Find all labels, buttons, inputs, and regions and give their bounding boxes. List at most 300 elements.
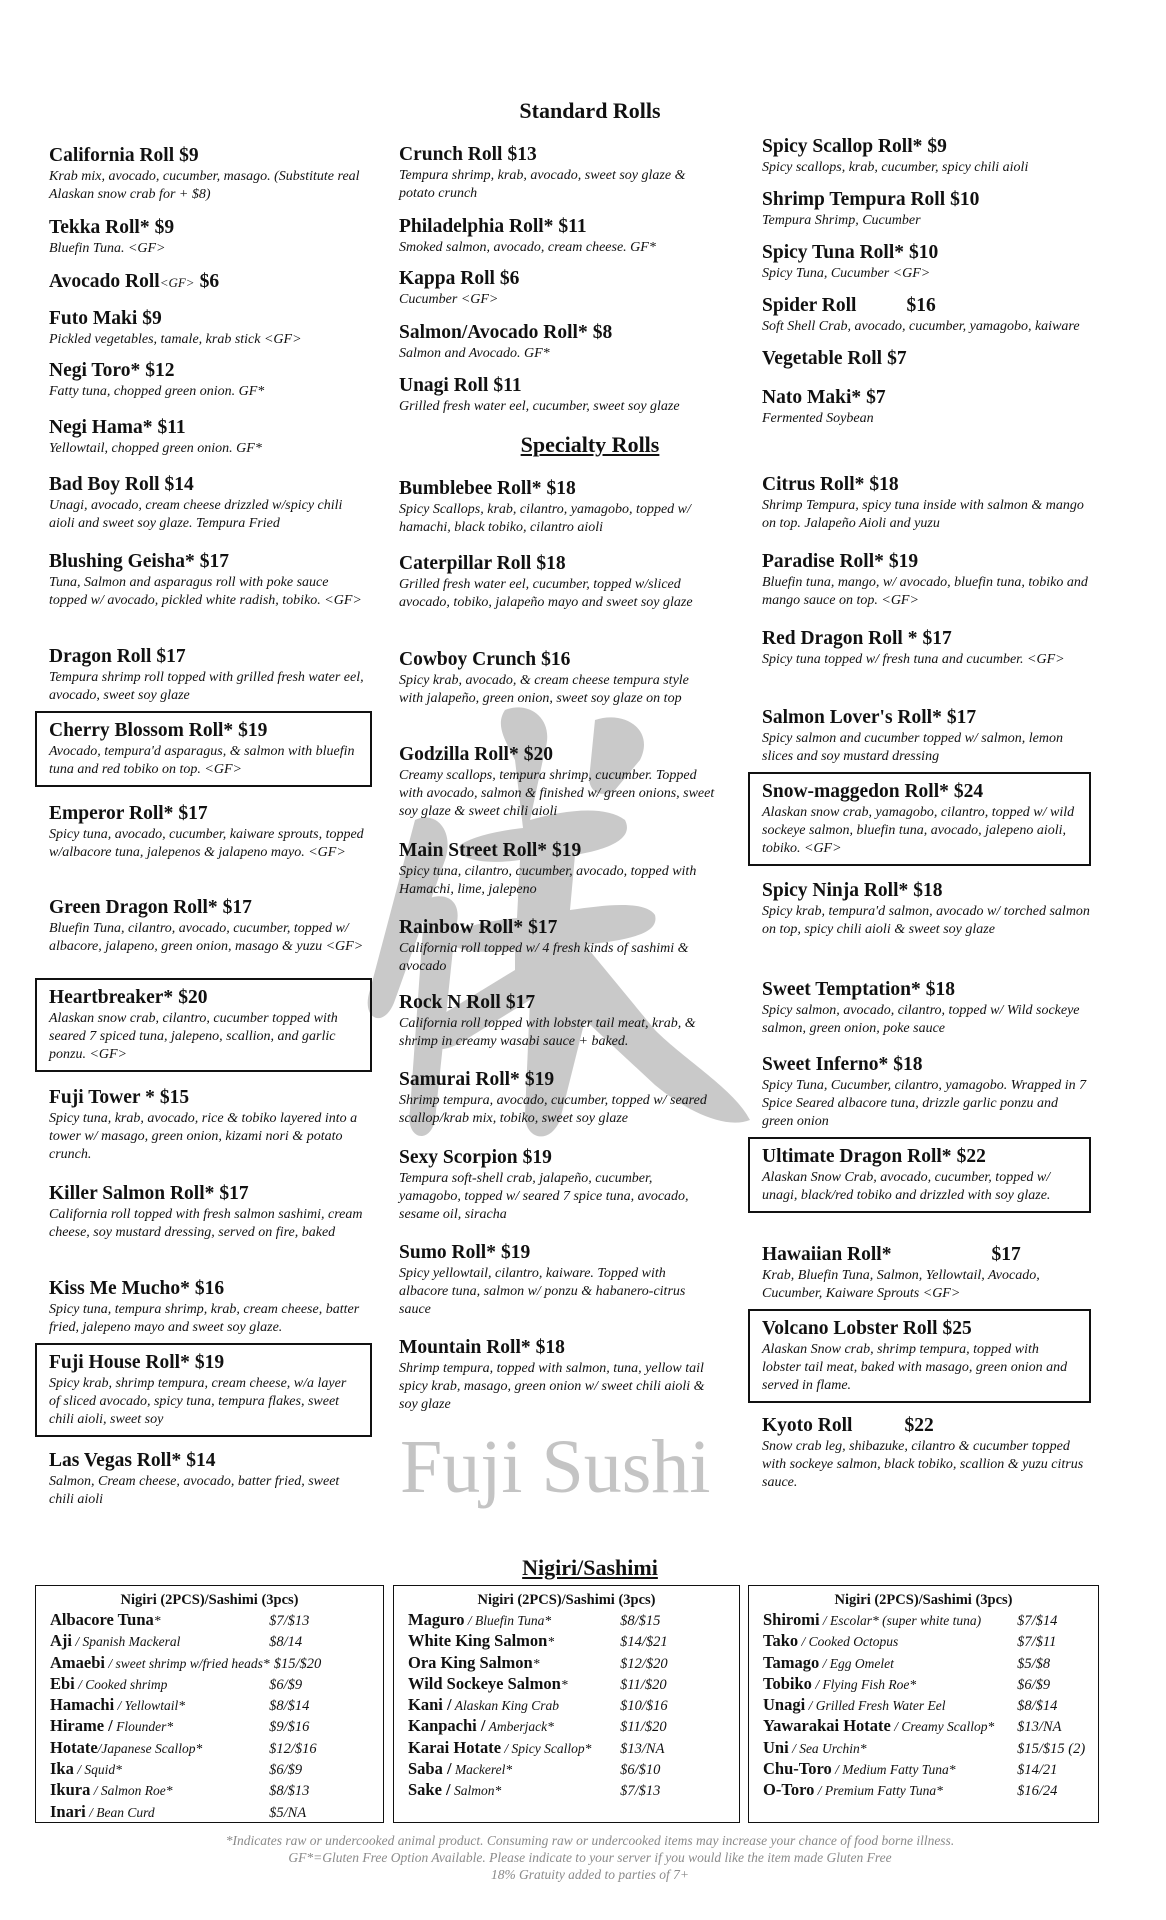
fish-description: / Medium Fatty Tuna* — [831, 1762, 956, 1778]
fish-name: Hotate — [50, 1737, 98, 1757]
item-description: Spicy krab, tempura'd salmon, avocado w/ torched salmon on top, spicy chili aioli & sweet soy glaze — [762, 904, 1090, 937]
item-name-line — [49, 802, 365, 826]
fish-name: Karai Hotate — [408, 1737, 502, 1757]
item-price: $19 — [194, 1352, 225, 1373]
standard-rolls-heading: Standard Rolls — [519, 98, 661, 123]
fish-description: / Bean Curd — [85, 1804, 155, 1820]
item-description: Spicy tuna, cilantro, cucumber, avocado, topped with Hamachi, lime, jalepeno — [399, 864, 697, 897]
item-name-line — [762, 1053, 1092, 1077]
nigiri-box-2 — [393, 1585, 740, 1823]
menu-item — [49, 473, 365, 533]
item-price: $17 — [505, 992, 536, 1013]
fish-description: / Salmon Roe* — [90, 1783, 173, 1799]
item-name: Sexy Scorpion — [399, 1147, 518, 1168]
item-name-line — [49, 307, 365, 331]
fish-name: Albacore Tuna — [50, 1610, 154, 1629]
nigiri-row — [408, 1674, 739, 1695]
menu-item — [399, 916, 715, 976]
item-price: $18 — [893, 1054, 923, 1075]
fish-description: / Creamy Scallop* — [890, 1719, 995, 1735]
item-name: Ultimate Dragon Roll* — [762, 1146, 952, 1167]
item-name-line — [399, 991, 715, 1015]
nigiri-row — [763, 1610, 1098, 1631]
fish-description: Mackerel* — [451, 1762, 513, 1778]
fish-description: / Escolar* (super white tuna) — [819, 1613, 982, 1628]
item-description: Spicy tuna, avocado, cucumber, kaiware sprouts, topped w/albacore tuna, jalepenos & jalapeno mayo. <GF> — [49, 827, 364, 860]
fish-description: * — [153, 1613, 161, 1628]
fish-description: Salmon* — [450, 1783, 502, 1799]
menu-item — [762, 294, 1092, 336]
nigiri-row — [50, 1716, 383, 1737]
item-name-line — [399, 552, 715, 576]
nigiri-row — [50, 1759, 383, 1780]
item-name-line — [399, 648, 715, 672]
item-description: Tempura soft-shell crab, jalapeño, cucumber, yamagobo, topped w/ seared 7 spice tuna, avocado, sesame oil, siracha — [399, 1171, 689, 1222]
item-price: $19 — [238, 720, 268, 741]
item-description: Tuna, Salmon and asparagus roll with poke sauce topped w/ avocado, pickled white radish, tobiko. <GF> — [49, 575, 362, 608]
raw-food-disclaimer: *Indicates raw or undercooked animal product. Consuming raw or undercooked items may increase your chance of food borne illness. — [225, 1833, 955, 1848]
fish-price: $13/NA — [1017, 1719, 1062, 1736]
item-price: $17 — [156, 646, 186, 667]
item-name: Dragon Roll — [49, 646, 152, 667]
item-price: $17 — [991, 1244, 1021, 1265]
item-price: $15 — [159, 1087, 190, 1108]
item-description: Grilled fresh water eel, cucumber, topped w/sliced avocado, tobiko, jalapeño mayo and sweet soy glaze — [399, 577, 693, 610]
fish-price: $14/$21 — [620, 1634, 668, 1651]
item-price: $6 — [199, 271, 220, 292]
item-name: Negi Toro* — [49, 360, 141, 381]
fish-name: Ebi — [50, 1673, 75, 1693]
fish-description: / Bluefin Tuna* — [464, 1613, 552, 1628]
item-description: Spicy yellowtail, cilantro, kaiware. Topped with albacore tuna, salmon w/ ponzu & habanero-citrus sauce — [399, 1266, 686, 1317]
fish-name: Sake / — [408, 1780, 451, 1800]
item-name-line — [762, 294, 1092, 318]
item-description: Bluefin tuna, mango, w/ avocado, bluefin tuna, tobiko and mango sauce on top. <GF> — [762, 575, 1088, 608]
fish-name: Unagi — [763, 1695, 806, 1715]
item-name: Vegetable Roll — [762, 348, 883, 369]
nigiri-box-header: Nigiri (2PCS)/Sashimi (3pcs) — [120, 1592, 299, 1608]
item-description: Krab, Bluefin Tuna, Salmon, Yellowtail, Avocado, Cucumber, Kaiware Sprouts <GF> — [762, 1268, 1040, 1301]
fish-price: $15/$15 (2) — [1017, 1740, 1086, 1757]
menu-item — [49, 270, 365, 295]
item-price: $6 — [499, 268, 520, 289]
item-name: Cherry Blossom Roll* — [49, 720, 234, 741]
item-price: $18 — [925, 979, 955, 1000]
item-name-line — [762, 780, 1077, 804]
item-name-line — [399, 1336, 715, 1360]
item-description: Spicy tuna, krab, avocado, rice & tobiko layered into a tower w/ masago, green onion, kizami nori & potato crunch. — [49, 1111, 358, 1162]
fish-price: $11/$20 — [620, 1676, 667, 1693]
fish-name: Ora King Salmon — [408, 1652, 533, 1672]
item-name: Citrus Roll* — [762, 474, 865, 495]
item-name-line — [49, 270, 365, 295]
nigiri-row — [50, 1780, 383, 1801]
item-description: Fatty tuna, chopped green onion. GF* — [49, 384, 265, 399]
menu-item — [399, 267, 715, 309]
item-price: $9 — [927, 136, 947, 157]
item-name: Caterpillar Roll — [399, 553, 532, 574]
fish-name: Ikura — [50, 1780, 91, 1800]
menu-item — [49, 359, 365, 401]
menu-item — [49, 1449, 365, 1509]
item-name-line — [399, 916, 715, 940]
menu-item — [49, 550, 365, 610]
item-description: Spicy krab, shrimp tempura, cream cheese, w/a layer of sliced avocado, spicy tuna, tempura flakes, sweet chili aioli, sweet soy — [49, 1376, 347, 1427]
item-description: Tempura shrimp, krab, avocado, sweet soy glaze & potato crunch — [399, 168, 686, 201]
nigiri-row — [408, 1653, 739, 1674]
fish-name: O-Toro — [763, 1780, 815, 1800]
item-name: Spider Roll — [762, 295, 857, 316]
item-price: $24 — [953, 781, 984, 802]
menu-item — [748, 772, 1091, 866]
item-price: $8 — [592, 322, 613, 343]
fish-price: $7/$13 — [269, 1613, 310, 1629]
fish-description: / sweet shrimp w/fried heads* — [105, 1655, 270, 1671]
menu-item — [399, 1068, 715, 1128]
item-description: Alaskan snow crab, cilantro, cucumber topped with seared 7 spiced tuna, jalepeno, scallion, and garlic ponzu. <GF> — [49, 1011, 338, 1062]
item-price: $9 — [142, 308, 162, 329]
fish-name: Aji — [50, 1631, 72, 1651]
fish-price: $8/$13 — [269, 1783, 310, 1800]
item-description: Bluefin Tuna. <GF> — [49, 241, 166, 256]
item-name: Rock N Roll — [399, 992, 501, 1013]
fish-description: / Spanish Mackeral — [72, 1634, 181, 1650]
fish-name: Uni — [763, 1737, 789, 1757]
nigiri-row — [763, 1631, 1098, 1652]
item-name: Volcano Lobster Roll — [762, 1318, 938, 1339]
item-name-line — [762, 241, 1092, 265]
item-price: $17 — [528, 917, 558, 938]
fish-price: $6/$9 — [269, 1762, 303, 1779]
nigiri-row — [763, 1780, 1098, 1801]
item-description: Spicy salmon and cucumber topped w/ salmon, lemon slices and soy mustard dressing — [762, 731, 1063, 764]
item-name-line — [762, 978, 1092, 1002]
nigiri-row — [408, 1759, 739, 1780]
item-price: $19 — [522, 1147, 552, 1168]
fish-description: / Squid* — [73, 1762, 122, 1778]
menu-item — [399, 1336, 715, 1414]
menu-item — [49, 216, 365, 258]
menu-item — [399, 991, 715, 1051]
item-name: Fuji Tower * — [49, 1087, 155, 1108]
item-price: $22 — [956, 1146, 986, 1167]
item-name-line — [49, 416, 365, 440]
item-name-line — [762, 386, 1092, 410]
nigiri-row — [50, 1674, 383, 1695]
item-name-line — [49, 1182, 365, 1206]
item-price: $16 — [541, 649, 571, 670]
fish-name: Ika — [50, 1759, 74, 1779]
item-price: $25 — [942, 1318, 972, 1339]
nigiri-row — [50, 1610, 383, 1631]
gluten-free-note: GF*=Gluten Free Option Available. Please indicate to your server if you would like the item made Gluten Free — [288, 1850, 892, 1865]
item-description: Grilled fresh water eel, cucumber, sweet soy glaze — [399, 399, 680, 414]
item-description: Alaskan Snow Crab, avocado, cucumber, topped w/ unagi, black/red tobiko and drizzled with soy glaze. — [762, 1170, 1051, 1203]
nigiri-row — [408, 1631, 739, 1652]
nigiri-box-1 — [35, 1585, 384, 1823]
nigiri-row — [50, 1738, 383, 1759]
item-name-line — [49, 719, 358, 743]
item-name: Salmon/Avocado Roll* — [399, 322, 588, 343]
item-price: $7 — [887, 348, 907, 369]
nigiri-row — [50, 1631, 383, 1652]
fish-description: * — [547, 1634, 555, 1650]
fish-description: / Cooked Octopus — [798, 1634, 899, 1650]
menu-item — [762, 347, 1092, 371]
fish-price: $6/$9 — [1017, 1676, 1051, 1693]
item-price: $20 — [523, 744, 553, 765]
item-name: Salmon Lover's Roll* — [762, 707, 942, 728]
fish-name: Tako — [763, 1631, 799, 1651]
item-name: Mountain Roll* — [399, 1337, 531, 1358]
menu-item — [399, 648, 715, 708]
fish-price: $6/$10 — [620, 1762, 661, 1779]
item-price: $16 — [194, 1278, 225, 1299]
item-name-line — [49, 896, 365, 920]
menu-item — [399, 839, 715, 899]
menu-item — [49, 802, 365, 862]
fish-description: / Flying Fish Roe* — [811, 1676, 917, 1692]
menu-item — [399, 143, 715, 203]
item-name: Cowboy Crunch — [399, 649, 537, 670]
item-name: Snow-maggedon Roll* — [762, 781, 949, 802]
fish-price: $7/$11 — [1017, 1634, 1057, 1651]
item-name: Tekka Roll* — [49, 217, 150, 238]
fish-description: Flounder* — [112, 1719, 174, 1735]
item-name: Godzilla Roll* — [399, 744, 519, 765]
fish-name: Tamago — [763, 1652, 820, 1672]
item-name-line — [49, 550, 365, 574]
fish-description: / Yellowtail* — [114, 1698, 185, 1714]
fish-name: Hirame / — [50, 1716, 113, 1736]
item-description: Spicy Tuna, Cucumber <GF> — [762, 266, 931, 281]
item-price: $22 — [904, 1415, 934, 1436]
item-name: Spicy Ninja Roll* — [762, 880, 909, 901]
fish-price: $6/$9 — [269, 1676, 303, 1693]
item-price: $17 — [199, 551, 230, 572]
fish-description: * — [560, 1676, 568, 1692]
item-name: Rainbow Roll* — [399, 917, 524, 938]
item-price: $17 — [946, 707, 977, 728]
item-name-line — [49, 1351, 358, 1375]
item-name-line — [49, 1086, 365, 1110]
item-price: $19 — [888, 551, 919, 572]
fish-name: Tobiko — [763, 1673, 812, 1693]
item-name: Killer Salmon Roll* — [49, 1183, 215, 1204]
item-name: Bumblebee Roll* — [399, 478, 542, 499]
fish-description: / Grilled Fresh Water Eel — [805, 1698, 946, 1714]
item-description: Shrimp tempura, topped with salmon, tuna, yellow tail spicy krab, masago, green onion w/ sweet chili aioli & soy glaze — [399, 1361, 705, 1412]
menu-item — [35, 978, 372, 1072]
item-description: Snow crab leg, shibazuke, cilantro & cucumber topped with sockeye salmon, black tobiko, scallion & yuzu citrus sauce. — [762, 1439, 1084, 1490]
item-name: Sumo Roll* — [399, 1242, 496, 1263]
item-description: Spicy Scallops, krab, cilantro, yamagobo, topped w/ hamachi, black tobiko, cilantro aioli — [399, 502, 691, 535]
fish-description: / Cooked shrimp — [74, 1676, 168, 1692]
menu-item — [399, 477, 715, 537]
menu-item — [762, 241, 1092, 283]
nigiri-sashimi-heading: Nigiri/Sashimi — [522, 1555, 658, 1580]
item-price: $18 — [913, 880, 943, 901]
fish-name: Kani / — [408, 1695, 452, 1715]
nigiri-row — [408, 1695, 739, 1716]
item-description: Fermented Soybean — [762, 411, 874, 426]
item-name-line — [399, 743, 715, 767]
fish-price: $8/$14 — [269, 1698, 310, 1715]
item-price: $11 — [157, 417, 186, 438]
item-description: Smoked salmon, avocado, cream cheese. GF* — [399, 240, 656, 255]
fish-price: $16/24 — [1017, 1783, 1058, 1800]
nigiri-box-header: Nigiri (2PCS)/Sashimi (3pcs) — [834, 1592, 1013, 1608]
item-name: Futo Maki — [49, 308, 138, 329]
fish-description: / Spicy Scallop* — [501, 1740, 592, 1756]
item-name-line — [762, 879, 1092, 903]
item-name-line — [49, 645, 365, 669]
item-price: $19 — [524, 1069, 555, 1090]
item-description: Spicy tuna, tempura shrimp, krab, cream cheese, batter fried, jalepeno mayo and sweet soy glaze. — [49, 1302, 360, 1335]
fish-description: Amberjack* — [485, 1719, 554, 1735]
item-name-line — [49, 986, 358, 1010]
item-name: Samurai Roll* — [399, 1069, 520, 1090]
fish-description: * — [532, 1655, 540, 1671]
fish-description: / Egg Omelet — [819, 1655, 894, 1671]
item-description: Krab mix, avocado, cucumber, masago. (Substitute real Alaskan snow crab for + $8) — [49, 169, 360, 202]
menu-item — [762, 627, 1092, 669]
item-price: $18 — [536, 553, 566, 574]
item-name-line — [399, 477, 715, 501]
fish-price: $11/$20 — [620, 1719, 667, 1736]
fish-price: $10/$16 — [620, 1698, 668, 1715]
menu-item — [399, 552, 715, 612]
menu-item — [762, 188, 1092, 230]
item-name-line — [399, 1146, 715, 1170]
item-price: $9 — [179, 145, 199, 166]
item-name: Kyoto Roll — [762, 1415, 853, 1436]
item-name-line — [762, 1145, 1077, 1169]
item-name: Green Dragon Roll* — [49, 897, 218, 918]
item-price: $20 — [178, 987, 208, 1008]
item-description: Spicy salmon, avocado, cilantro, topped w/ Wild sockeye salmon, green onion, poke sauce — [762, 1003, 1080, 1036]
item-description: Unagi, avocado, cream cheese drizzled w/spicy chili aioli and sweet soy glaze. Tempura Fried — [49, 498, 343, 531]
item-description: California roll topped with fresh salmon sashimi, cream cheese, soy mustard dressing, served on fire, baked — [49, 1207, 363, 1240]
item-name: Hawaiian Roll* — [762, 1244, 892, 1265]
item-name: Nato Maki* — [762, 387, 862, 408]
menu-item — [399, 321, 715, 363]
fish-name: Inari — [50, 1801, 86, 1821]
fish-price: $7/$13 — [620, 1783, 661, 1800]
item-description: Tempura shrimp roll topped with grilled fresh water eel, avocado, sweet soy glaze — [49, 670, 364, 703]
fish-name: Amaebi — [50, 1652, 105, 1672]
fish-name: Kanpachi / — [408, 1716, 486, 1736]
menu-item — [399, 743, 715, 821]
fish-description: /Japanese Scallop* — [97, 1740, 203, 1756]
fish-name: Wild Sockeye Salmon — [408, 1673, 561, 1693]
nigiri-row — [763, 1738, 1098, 1759]
item-price: $18 — [535, 1337, 565, 1358]
item-name-line — [762, 550, 1092, 574]
item-price: $17 — [922, 628, 952, 649]
item-name-line — [762, 1243, 1092, 1267]
item-price: $13 — [507, 144, 537, 165]
nigiri-row — [763, 1695, 1098, 1716]
item-name-line — [762, 627, 1092, 651]
item-name-line — [399, 143, 715, 167]
item-price: $12 — [145, 360, 175, 381]
menu-item — [762, 1414, 1092, 1492]
menu-item — [399, 215, 715, 257]
item-description: Tempura Shrimp, Cucumber — [762, 213, 921, 228]
item-description: California roll topped with lobster tail meat, krab, & shrimp in creamy wasabi sauce + baked. — [399, 1016, 696, 1049]
item-name: Crunch Roll — [399, 144, 503, 165]
item-description: Alaskan snow crab, yamagobo, cilantro, topped w/ wild sockeye salmon, bluefin tuna, avocado, jalepeno aioli, tobiko. <GF> — [762, 805, 1075, 856]
menu-item — [762, 473, 1092, 533]
item-name-line — [762, 706, 1092, 730]
menu-item — [762, 978, 1092, 1038]
item-description: Salmon, Cream cheese, avocado, batter fried, sweet chili aioli — [49, 1474, 340, 1507]
item-price: $17 — [219, 1183, 249, 1204]
item-price: $18 — [546, 478, 576, 499]
menu-item — [49, 896, 365, 956]
item-name: Emperor Roll* — [49, 803, 174, 824]
item-name-line — [49, 1449, 365, 1473]
specialty-rolls-heading: Specialty Rolls — [520, 432, 660, 457]
menu-item — [762, 550, 1092, 610]
menu-item — [35, 711, 372, 787]
fish-price: $12/$20 — [620, 1655, 668, 1672]
nigiri-row — [408, 1610, 739, 1631]
item-name: Las Vegas Roll* — [49, 1450, 182, 1471]
nigiri-row — [408, 1780, 739, 1801]
nigiri-row — [408, 1738, 739, 1759]
fish-name: Hamachi — [50, 1695, 115, 1715]
fish-name: White King Salmon — [408, 1631, 548, 1651]
item-description: Spicy Tuna, Cucumber, cilantro, yamagobo. Wrapped in 7 Spice Seared albacore tuna, drizzle garlic ponzu and green onion — [762, 1078, 1087, 1129]
fish-price: $15/$20 — [273, 1655, 322, 1672]
item-name-line — [399, 215, 715, 239]
item-price: $19 — [500, 1242, 531, 1263]
menu-item — [762, 879, 1092, 939]
fish-price: $5/$8 — [1017, 1655, 1051, 1672]
nigiri-row — [763, 1716, 1098, 1737]
item-description: Shrimp tempura, avocado, cucumber, topped w/ seared scallop/krab mix, tobiko, sweet soy glaze — [399, 1093, 707, 1126]
fish-description: / Sea Urchin* — [788, 1740, 867, 1756]
nigiri-box-3 — [748, 1585, 1099, 1823]
item-name-line — [49, 1277, 365, 1301]
item-name-line — [49, 359, 365, 383]
fish-name: Saba / — [408, 1759, 452, 1779]
fish-name: Yawarakai Hotate — [763, 1716, 891, 1736]
nigiri-row — [50, 1653, 383, 1674]
item-name: Avocado Roll — [49, 271, 160, 292]
item-name: Blushing Geisha* — [49, 551, 195, 572]
item-name-line — [762, 188, 1092, 212]
item-name: Fuji House Roll* — [49, 1352, 190, 1373]
menu-item — [762, 386, 1092, 428]
item-description: Spicy krab, avocado, & cream cheese tempura style with jalapeño, green onion, sweet soy glaze on top — [399, 673, 689, 706]
fish-price: $8/14 — [269, 1634, 303, 1651]
item-price: $9 — [154, 217, 175, 238]
item-description: Creamy scallops, tempura shrimp, cucumber. Topped with avocado, salmon & finished w/ green onions, sweet soy glaze & sweet chili aioli — [399, 768, 715, 819]
item-name: Sweet Temptation* — [762, 979, 921, 1000]
footer-notes — [0, 1832, 1166, 1883]
item-price: $19 — [552, 840, 582, 861]
item-price: $17 — [222, 897, 252, 918]
menu-item — [762, 1053, 1092, 1131]
item-name-line — [49, 473, 365, 497]
item-name-line — [399, 839, 715, 863]
item-price: $10 — [908, 242, 939, 263]
menu-item — [49, 1086, 365, 1164]
fish-price: $8/$15 — [620, 1613, 661, 1629]
